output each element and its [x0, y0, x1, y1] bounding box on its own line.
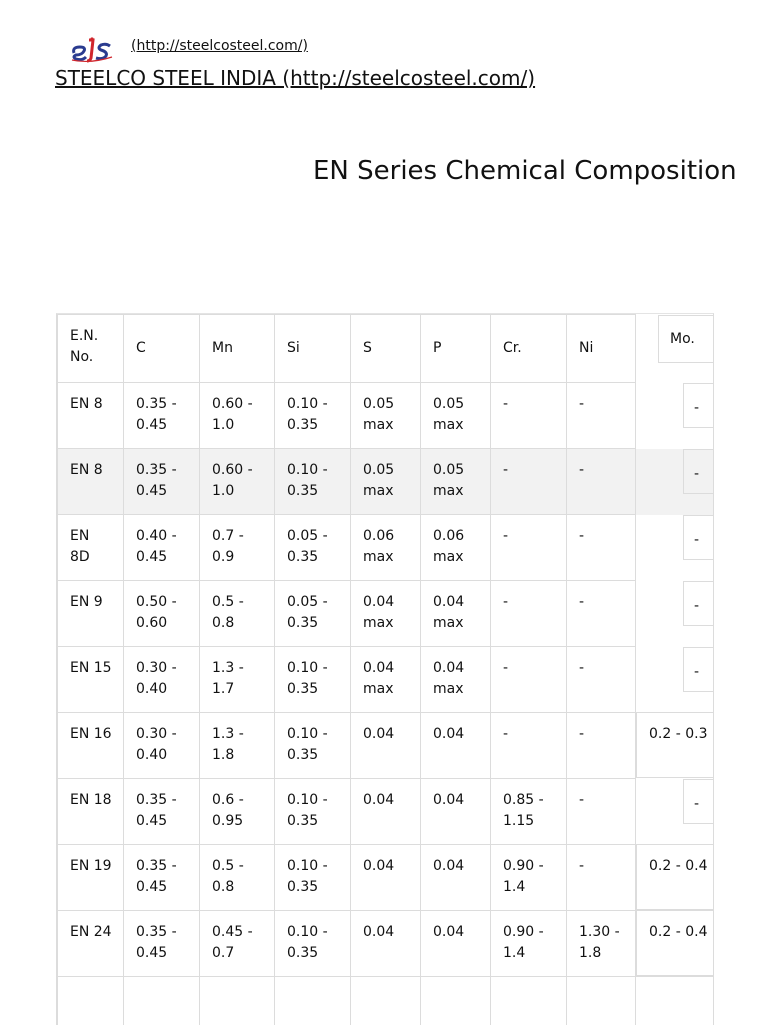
cell-mo: - [683, 779, 714, 824]
cell-cr: - [491, 713, 567, 779]
cell-ni: - [567, 713, 636, 779]
table-row [58, 449, 714, 515]
cell-mo: - [683, 581, 714, 626]
cell-mn: 0.6 - 0.95 [200, 779, 275, 845]
cell-mo-container [636, 911, 714, 977]
table-row [58, 647, 714, 713]
table-row [58, 581, 714, 647]
cell-cr: - [491, 383, 567, 449]
cell-s: 0.04 [351, 845, 421, 911]
empty-cell [275, 977, 351, 1025]
header-ni: Ni [567, 315, 636, 383]
cell-mo: - [683, 383, 714, 428]
header-cr: Cr. [491, 315, 567, 383]
cell-ni: 1.30 - 1.8 [567, 911, 636, 977]
empty-cell [58, 977, 124, 1025]
cell-si: 0.05 - 0.35 [275, 515, 351, 581]
cell-p: 0.05 max [421, 449, 491, 515]
cell-p: 0.04 [421, 713, 491, 779]
cell-en-no: EN 19 [58, 845, 124, 911]
cell-mn: 0.45 - 0.7 [200, 911, 275, 977]
cell-p: 0.04 [421, 911, 491, 977]
cell-si: 0.10 - 0.35 [275, 779, 351, 845]
cell-p: 0.05 max [421, 383, 491, 449]
cell-mn: 0.5 - 0.8 [200, 845, 275, 911]
cell-mo-container [636, 515, 714, 581]
cell-ni: - [567, 383, 636, 449]
cell-si: 0.05 - 0.35 [275, 581, 351, 647]
cell-si: 0.10 - 0.35 [275, 713, 351, 779]
cell-mo-container [636, 779, 714, 845]
cell-ni: - [567, 647, 636, 713]
cell-c: 0.35 - 0.45 [124, 383, 200, 449]
cell-p: 0.04 [421, 779, 491, 845]
cell-c: 0.40 - 0.45 [124, 515, 200, 581]
cell-ni: - [567, 845, 636, 911]
cell-mn: 0.5 - 0.8 [200, 581, 275, 647]
table-row [58, 911, 714, 977]
cell-s: 0.04 [351, 779, 421, 845]
empty-cell [567, 977, 636, 1025]
page-title: EN Series Chemical Composition [313, 156, 737, 186]
cell-s: 0.04 max [351, 647, 421, 713]
composition-table-container [56, 313, 714, 1025]
cell-cr: - [491, 449, 567, 515]
cell-si: 0.10 - 0.35 [275, 845, 351, 911]
table-row-partial [58, 977, 714, 1025]
cell-ni: - [567, 581, 636, 647]
cell-p: 0.04 [421, 845, 491, 911]
table-row [58, 383, 714, 449]
logo-row [70, 36, 308, 64]
header-mo: Mo. [658, 315, 714, 363]
cell-ni: - [567, 449, 636, 515]
empty-cell [491, 977, 567, 1025]
cell-cr: 0.90 - 1.4 [491, 845, 567, 911]
cell-c: 0.35 - 0.45 [124, 845, 200, 911]
cell-mo-container [636, 845, 714, 911]
header-si: Si [275, 315, 351, 383]
cell-mo: 0.2 - 0.3 [636, 712, 714, 778]
cell-en-no: EN 9 [58, 581, 124, 647]
empty-cell [200, 977, 275, 1025]
cell-mo-container [636, 647, 714, 713]
cell-c: 0.35 - 0.45 [124, 779, 200, 845]
cell-mo-container [636, 449, 714, 515]
cell-mn: 0.60 - 1.0 [200, 383, 275, 449]
header-en-no: E.N. No. [58, 315, 124, 383]
cell-en-no: EN 24 [58, 911, 124, 977]
cell-mn: 1.3 - 1.8 [200, 713, 275, 779]
header-c: C [124, 315, 200, 383]
cell-ni: - [567, 515, 636, 581]
empty-cell [421, 977, 491, 1025]
cell-c: 0.30 - 0.40 [124, 713, 200, 779]
table-row [58, 845, 714, 911]
cell-mo-container [636, 713, 714, 779]
cell-mo-container [636, 383, 714, 449]
cell-mo: - [683, 515, 714, 560]
cell-si: 0.10 - 0.35 [275, 449, 351, 515]
cell-p: 0.04 max [421, 647, 491, 713]
cell-c: 0.35 - 0.45 [124, 449, 200, 515]
cell-en-no: EN 8 [58, 449, 124, 515]
cell-mo: - [683, 647, 714, 692]
cell-s: 0.04 [351, 713, 421, 779]
cell-s: 0.05 max [351, 449, 421, 515]
cell-si: 0.10 - 0.35 [275, 911, 351, 977]
cell-c: 0.35 - 0.45 [124, 911, 200, 977]
cell-cr: - [491, 581, 567, 647]
cell-s: 0.04 [351, 911, 421, 977]
cell-s: 0.04 max [351, 581, 421, 647]
cell-p: 0.04 max [421, 581, 491, 647]
cell-en-no: EN 8D [58, 515, 124, 581]
table-header-row [58, 315, 714, 383]
cell-c: 0.50 - 0.60 [124, 581, 200, 647]
cell-en-no: EN 18 [58, 779, 124, 845]
cell-s: 0.06 max [351, 515, 421, 581]
cell-mn: 0.60 - 1.0 [200, 449, 275, 515]
table-row [58, 713, 714, 779]
cell-mo: - [683, 449, 714, 494]
header-mn: Mn [200, 315, 275, 383]
header-p: P [421, 315, 491, 383]
cell-s: 0.05 max [351, 383, 421, 449]
table-row [58, 515, 714, 581]
header-s: S [351, 315, 421, 383]
cell-mo: 0.2 - 0.4 [636, 844, 714, 910]
steelco-logo-icon[interactable] [70, 37, 114, 63]
cell-mn: 0.7 - 0.9 [200, 515, 275, 581]
empty-cell [124, 977, 200, 1025]
logo-link[interactable]: (http://steelcosteel.com/) [131, 38, 308, 54]
cell-en-no: EN 8 [58, 383, 124, 449]
cell-cr: 0.90 - 1.4 [491, 911, 567, 977]
cell-mn: 1.3 - 1.7 [200, 647, 275, 713]
cell-en-no: EN 15 [58, 647, 124, 713]
cell-cr: - [491, 647, 567, 713]
cell-en-no: EN 16 [58, 713, 124, 779]
composition-table [57, 314, 714, 1025]
cell-si: 0.10 - 0.35 [275, 647, 351, 713]
cell-cr: 0.85 - 1.15 [491, 779, 567, 845]
cell-mo: 0.2 - 0.4 [636, 910, 714, 976]
cell-ni: - [567, 779, 636, 845]
table-row [58, 779, 714, 845]
site-home-link[interactable]: STEELCO STEEL INDIA (http://steelcosteel.com/) [55, 66, 535, 90]
cell-si: 0.10 - 0.35 [275, 383, 351, 449]
cell-c: 0.30 - 0.40 [124, 647, 200, 713]
header-mo-cell [636, 315, 714, 383]
cell-p: 0.06 max [421, 515, 491, 581]
empty-cell [636, 977, 714, 1025]
cell-mo-container [636, 581, 714, 647]
empty-cell [351, 977, 421, 1025]
cell-cr: - [491, 515, 567, 581]
